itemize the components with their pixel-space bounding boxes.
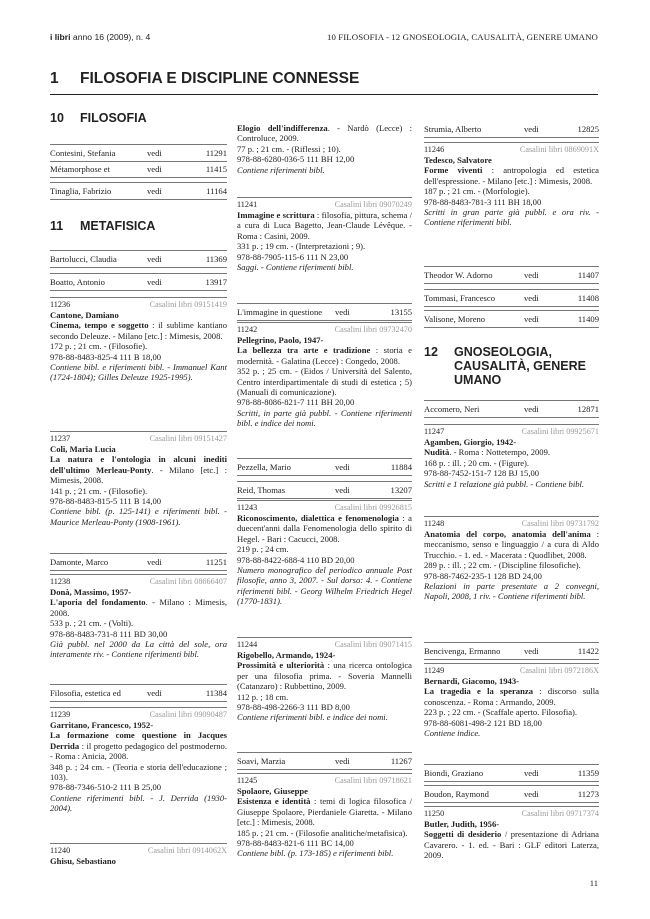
xref-row: Soavi, Marzia vedi 11267 [237, 752, 412, 770]
catalog-entry-continued: Elogio dell'indifferenza. - Nardò (Lecce) : Controluce, 2009. 77 p. ; 21 cm. - (Riflessi ; 10). 978-88-6280-036-5 111 BH 12,00 Contiene riferimenti bibl. [237, 123, 413, 175]
catalog-entry: 11239 Casalini libri 09090487 Garritano, Francesco, 1952- La formazione come questione in Jacques Derrida : il progetto pedagogico del postmoderno. - Roma : Anicia, 2008. 348 p. ; 24 cm. - (Teoria e storia dell'educazione ; 103). 978-88-7346-510-2 111 B 25,00 Contiene riferimenti bibl. - J. Derrida (1930-2004). [50, 707, 227, 814]
catalog-entry: 11238 Casalini libri 08666407 Donà, Massimo, 1957- L'aporia del fondamento. - Milano : Mimesis, 2008. 533 p. ; 21 cm. - (Volti). 978-88-8483-731-8 111 BD 30,00 Già pubbl. nel 2000 da La città del sole, ora interamente riv. - Contiene riferimenti bibl. [50, 574, 227, 660]
catalog-entry: 11241 Casalini libri 09070249 Immagine e scrittura : filosofia, pittura, schema / a cura di Luca Bagetto, Jean-Claude Lévêque. - Roma : Casini, 2009. 331 p. ; 19 cm. - (Interpretazioni ; 9). 978-88-7905-115-6 111 N 23,00 Saggi. - Contiene riferimenti bibl. [237, 197, 412, 272]
catalog-entry: 11236 Casalini libri 09151419 Cantone, Damiano Cinema, tempo e soggetto : il sublime kantiano secondo Deleuze. - Milano [etc.] : Mimesis, 2008. 172 p. ; 21 cm. - (Filosofie). 978-88-8483-825-4 111 B 18,00 Contiene bibl. e riferimenti bibl. - Immanuel Kant (1724-1804); Gilles Deleuze 1925-1995). [50, 297, 227, 383]
catalog-entry: 11245 Casalini libri 09718621 Spolaore, Giuseppe Esistenza e identità : temi di logica filosofica / Giuseppe Spolaore, Pierdaniele Giaretta. - Milano [etc.] : Mimesis, 2008. 185 p. ; 21 cm. - (Filosofie analitiche/metafisica). 978-88-8483-821-6 111 BC 14,00 Contiene bibl. (p. 173-185) e riferimenti bibl. [237, 773, 412, 859]
xref-row: Tinaglia, Fabrizio vedi 11164 [50, 182, 227, 200]
catalog-entry: 11248 Casalini libri 09731792 Anatomia del corpo, anatomia dell'anima : meccanismo, senso e linguaggio / a cura di Aldo Trucchio. - 1. ed. - Macerata : Quodlibet, 2008. 289 p. : ill. ; 22 cm. - (Discipline filosofiche). 978-88-7462-235-1 128 BD 24,00 Relazioni in parte presentate a 2 convegni, Napoli, 2008, 1 riv. - Contiene riferimenti bibl. [424, 516, 599, 602]
chapter-heading: 1 FILOSOFIA E DISCIPLINE CONNESSE [50, 70, 598, 95]
xref-row: Valisone, Moreno vedi 11409 [424, 310, 599, 328]
xref-row: Contesini, Stefania vedi 11291 [50, 144, 227, 162]
xref-row: Bartolucci, Claudia vedi 11369 [50, 250, 227, 268]
catalog-entry: 11242 Casalini libri 09732470 Pellegrino, Paolo, 1947- La bellezza tra arte e tradizione : storia e modernità. - Galatina (Lecce) : Congedo, 2008. 352 p. ; 25 cm. - (Eidos / Università del Salento, Centro interdipartimentale di studi di estetica ; 5) (Manuali di comunicazione). 978-88-8086-821-7 111 BH 20,00 Scritti, in parte già pubbl. - Contiene riferimenti bibl. e indice dei nomi. [237, 322, 412, 429]
xref-row: Métamorphose et vedi 11415 [50, 161, 227, 178]
xref-row: Boudon, Raymond vedi 11273 [424, 785, 599, 803]
section-heading-11: 11 METAFISICA [50, 219, 156, 233]
catalog-entry: 11237 Casalini libri 09151427 Coli, Maria Lucia La natura e l'ontologia in alcuni inediti dell'ultimo Merleau-Ponty. - Milano [etc.] : Mimesis, 2008. 141 p. ; 21 cm. - (Filosofie). 978-88-8483-815-5 111 B 14,00 Contiene bibl. (p. 125-141) e riferimenti bibl. - Maurice Merleau-Ponty (1908-1961). [50, 431, 227, 527]
catalog-entry: 11250 Casalini libri 09717374 Butler, Judith, 1956- Soggetti di desiderio / presentazione di Adriana Cavarero. - 1. ed. - Bari : GLF editori Laterza, 2009. [424, 806, 599, 861]
xref-row: Pezzella, Mario vedi 11884 [237, 458, 412, 476]
running-header-left: i libri anno 16 (2009), n. 4 [50, 32, 151, 42]
section-heading-10: 10 FILOSOFIA [50, 111, 147, 125]
catalog-entry: 11240 Casalini libri 0914062X Ghisu, Sebastiano [50, 843, 227, 866]
catalog-entry: 11247 Casalini libri 09925671 Agamben, Giorgio, 1942- Nudità. - Roma : Nottetempo, 2009. 168 p. : ill. ; 20 cm. - (Figure). 978-88-7452-151-7 128 BJ 15,00 Scritti e 1 relazione già pubbl. - Contiene bibl. [424, 424, 599, 489]
xref-row: Boatto, Antonio vedi 13917 [50, 273, 227, 291]
catalog-entry: 11249 Casalini libri 0972186X Bernardi, Giacomo, 1943- La tragedia e la speranza : discorso sulla conoscenza. - Roma : Armando, 2009. 223 p. ; 22 cm. - (Scaffale aperto. Filosofia). 978-88-6081-498-2 121 BD 18,00 Contiene indice. [424, 663, 599, 738]
catalog-entry: 11244 Casalini libri 09071415 Rigobello, Armando, 1924- Prossimità e ulteriorità : una ricerca ontologica per una filosofia prima. - Soveria Mannelli (Catanzaro) : Rubbettino, 2009. 112 p. ; 18 cm. 978-88-498-2266-3 111 BD 8,00 Contiene riferimenti bibl. e indice dei nomi. [237, 637, 412, 723]
section-heading-12: 12 GNOSEOLOGIA, CAUSALITÀ, GENERE UMANO [424, 345, 586, 387]
catalog-entry: 11243 Casalini libri 09926815 Riconoscimento, dialettica e fenomenologia : a duecent'anni dalla Fenomenologia dello spirito di Hegel. - Bari : Cacucci, 2008. 219 p. ; 24 cm. 978-88-8422-688-4 110 BD 20,00 Numero monografico del periodico annuale Post filosofie, anno 3, 2007. - Sul dorso: 4. - Contiene riferimenti bibl. - Georg Wilhelm Friedrich Hegel (1770-1831). [237, 500, 412, 607]
catalog-entry: 11246 Casalini libri 0869091X Tedesco, Salvatore Forme viventi : antropologia ed estetica dell'espressione. - Milano [etc.] : Mimesis, 2008. 187 p. ; 21 cm. - (Morfologie). 978-88-8483-781-3 111 BH 18,00 Scritti in gran parte già pubbl. e ora riv. - Contiene riferimenti bibl. [424, 142, 599, 228]
xref-row: Strumia, Alberto vedi 12825 [424, 121, 599, 138]
xref-row: L'immagine in questione vedi 13155 [237, 303, 412, 321]
page-number: 11 [589, 878, 598, 888]
xref-row: Filosofia, estetica ed vedi 11384 [50, 684, 227, 702]
xref-row: Reid, Thomas vedi 13207 [237, 481, 412, 499]
xref-row: Tommasi, Francesco vedi 11408 [424, 289, 599, 307]
xref-row: Theodor W. Adorno vedi 11407 [424, 266, 599, 284]
running-header-right: 10 FILOSOFIA - 12 GNOSEOLOGIA, CAUSALITÀ, GENERE UMANO [326, 32, 598, 42]
xref-row: Biondi, Graziano vedi 11359 [424, 764, 599, 782]
xref-row: Bencivenga, Ermanno vedi 11422 [424, 642, 599, 660]
xref-row: Accomero, Neri vedi 12871 [424, 400, 599, 418]
xref-row: Damonte, Marco vedi 11251 [50, 553, 227, 571]
